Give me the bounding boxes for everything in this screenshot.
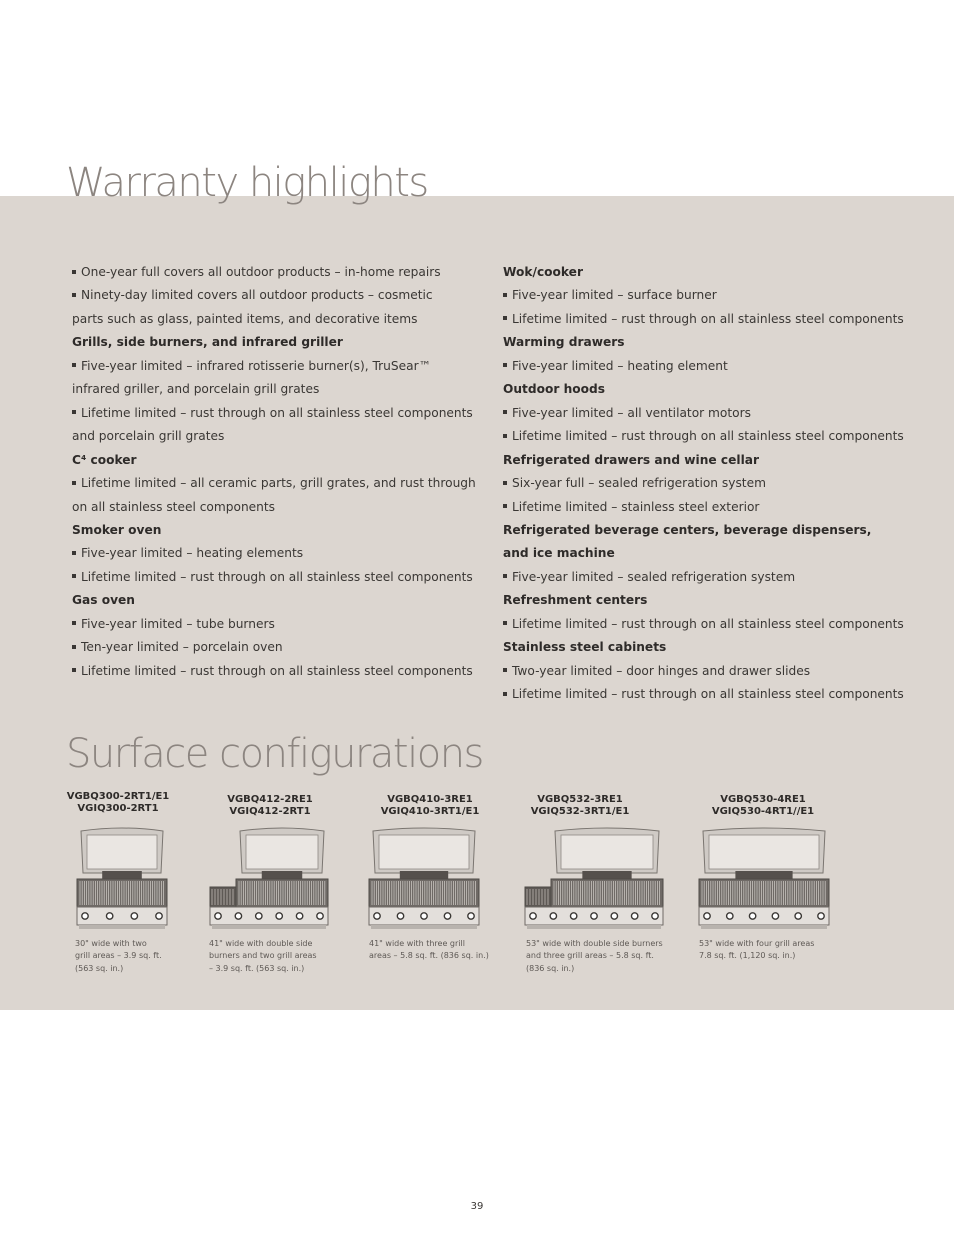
section-heading (72, 331, 472, 354)
warranty-text: and porcelain grill grates (72, 429, 225, 444)
warranty-item (72, 566, 472, 589)
warranty-text: Refrigerated drawers and wine cellar (503, 452, 759, 467)
grill-model-number: VGIQ300-2RT1 (77, 803, 159, 814)
warranty-text: C⁴ cooker (72, 452, 137, 467)
grill-illustration-icon (523, 824, 665, 934)
warranty-text: Five-year limited – heating element (512, 358, 728, 373)
warranty-text: Smoker oven (72, 522, 162, 537)
caption-line: 41" wide with three grill (369, 939, 465, 948)
warranty-text: Lifetime limited – stainless steel exterior (512, 499, 760, 514)
warranty-text: Wok/cooker (503, 265, 583, 279)
section-heading (503, 449, 903, 472)
warranty-item (72, 425, 472, 448)
warranty-text: Warming drawers (503, 335, 625, 350)
grill-model-number: VGIQ412-2RT1 (229, 806, 311, 817)
warranty-item (503, 472, 903, 495)
warranty-item (503, 566, 903, 589)
warranty-text: Gas oven (72, 593, 135, 608)
grill-model-number: VGBQ412-2RE1 (227, 794, 313, 805)
grill-caption (369, 938, 489, 963)
warranty-text: Ten-year limited – porcelain oven (81, 640, 283, 655)
bullet-icon (72, 410, 76, 414)
grill-model-number: VGBQ530-4RE1 (720, 794, 806, 805)
bullet-icon (503, 574, 507, 578)
grill-caption (699, 938, 814, 963)
grill-model-number: VGBQ410-3RE1 (387, 794, 473, 805)
warranty-text: Outdoor hoods (503, 382, 605, 397)
grill-model-number: VGIQ410-3RT1/E1 (380, 806, 480, 817)
caption-line: burners and two grill areas (209, 951, 317, 961)
bullet-icon (503, 434, 507, 438)
caption-line: (563 sq. in.) (75, 963, 124, 973)
caption-line: 30" wide with two (75, 939, 147, 948)
warranty-item (72, 613, 472, 636)
bullet-icon (503, 692, 507, 696)
warranty-text: Lifetime limited – rust through on all stainless steel components (512, 311, 904, 326)
warranty-item (72, 636, 472, 659)
warranty-text: Five-year limited – all ventilator motors (512, 405, 751, 420)
section-heading (503, 542, 903, 565)
warranty-item (503, 683, 903, 706)
warranty-item (503, 660, 903, 683)
warranty-item (503, 308, 903, 331)
warranty-highlights-title: Warranty highlights (66, 160, 428, 206)
caption-line: 53" wide with double side burners (526, 939, 663, 948)
caption-line: (836 sq. in.) (526, 963, 575, 973)
warranty-text: on all stainless steel components (72, 499, 276, 514)
warranty-text: Ninety-day limited covers all outdoor products – cosmetic (81, 288, 433, 303)
grill-model-number: VGIQ530-4RT1//E1 (711, 806, 815, 817)
warranty-item (503, 402, 903, 425)
section-heading (72, 589, 472, 612)
bullet-icon (503, 481, 507, 485)
warranty-text: Five-year limited – infrared rotisserie burner(s), TruSear™ (81, 358, 431, 373)
bullet-icon (503, 504, 507, 508)
bullet-icon (72, 574, 76, 578)
warranty-text: parts such as glass, painted items, and decorative items (72, 311, 418, 326)
warranty-item (72, 378, 472, 401)
warranty-text: Lifetime limited – rust through on all stainless steel components (81, 405, 473, 420)
caption-line: grill areas – 3.9 sq. ft. (75, 951, 162, 961)
grill-caption (209, 938, 317, 975)
grill-illustration-icon (75, 824, 169, 934)
section-heading (503, 589, 903, 612)
warranty-item (72, 355, 472, 378)
warranty-item (503, 425, 903, 448)
warranty-item (503, 496, 903, 519)
warranty-item (72, 660, 472, 683)
warranty-item (72, 261, 472, 284)
grill-illustration-icon (697, 824, 831, 934)
bullet-icon (72, 481, 76, 485)
bullet-icon (72, 551, 76, 555)
grill-model-number: VGBQ532-3RE1 (537, 794, 623, 805)
warranty-text: Lifetime limited – all ceramic parts, grill grates, and rust through (81, 476, 476, 491)
bullet-icon (503, 316, 507, 320)
surface-configurations-title: Surface configurations (66, 731, 483, 777)
warranty-text: One-year full covers all outdoor products – in-home repairs (81, 265, 441, 279)
warranty-item (72, 542, 472, 565)
warranty-text: Five-year limited – surface burner (512, 288, 717, 303)
bullet-icon (72, 363, 76, 367)
bullet-icon (72, 645, 76, 649)
warranty-text: Two-year limited – door hinges and drawer slides (512, 663, 811, 678)
caption-line: 41" wide with double side (209, 939, 313, 948)
section-heading (503, 378, 903, 401)
warranty-item (503, 284, 903, 307)
warranty-text: Six-year full – sealed refrigeration system (512, 476, 766, 491)
grill-model-number: VGBQ300-2RT1/E1 (66, 791, 170, 802)
warranty-item (72, 402, 472, 425)
warranty-text: infrared griller, and porcelain grill grates (72, 382, 320, 397)
section-heading (72, 519, 472, 542)
warranty-item (503, 613, 903, 636)
bullet-icon (503, 668, 507, 672)
grill-model-number: VGIQ532-3RT1/E1 (530, 806, 630, 817)
section-heading (503, 261, 903, 284)
warranty-text: and ice machine (503, 546, 615, 561)
warranty-text: Lifetime limited – rust through on all stainless steel components (512, 616, 904, 631)
warranty-text: Lifetime limited – rust through on all stainless steel components (81, 663, 473, 678)
grill-caption (526, 938, 663, 975)
grill-caption (75, 938, 162, 975)
warranty-item (72, 496, 472, 519)
warranty-text: Lifetime limited – rust through on all stainless steel components (81, 569, 473, 584)
warranty-list-right (503, 261, 903, 707)
warranty-list-left (72, 261, 476, 683)
section-heading (503, 636, 903, 659)
caption-line: 7.8 sq. ft. (1,120 sq. in.) (699, 951, 796, 961)
grill-illustration-icon (208, 824, 330, 934)
warranty-text: Stainless steel cabinets (503, 640, 667, 655)
page-number: 39 (470, 1201, 484, 1212)
warranty-text: Refrigerated beverage centers, beverage dispensers, (503, 522, 872, 537)
bullet-icon (72, 621, 76, 625)
caption-line: areas – 5.8 sq. ft. (836 sq. in.) (369, 951, 489, 961)
bullet-icon (72, 293, 76, 297)
warranty-item (72, 308, 472, 331)
bullet-icon (503, 293, 507, 297)
bullet-icon (72, 270, 76, 274)
bullet-icon (503, 410, 507, 414)
warranty-item (72, 284, 472, 307)
warranty-item (72, 472, 476, 495)
warranty-text: Lifetime limited – rust through on all stainless steel components (512, 687, 904, 702)
warranty-text: Five-year limited – heating elements (81, 546, 304, 561)
warranty-text: Lifetime limited – rust through on all stainless steel components (512, 429, 904, 444)
section-heading (503, 519, 903, 542)
warranty-text: Grills, side burners, and infrared griller (72, 335, 343, 350)
grill-illustration-icon (367, 824, 481, 934)
section-heading (72, 449, 472, 472)
section-heading (503, 331, 903, 354)
caption-line: and three grill areas – 5.8 sq. ft. (526, 951, 654, 961)
bullet-icon (503, 363, 507, 367)
warranty-text: Five-year limited – tube burners (81, 616, 275, 631)
bullet-icon (503, 621, 507, 625)
warranty-item (503, 355, 903, 378)
caption-line: 53" wide with four grill areas (699, 939, 815, 948)
warranty-text: Five-year limited – sealed refrigeration system (512, 569, 796, 584)
warranty-text: Refreshment centers (503, 593, 648, 608)
bullet-icon (72, 668, 76, 672)
caption-line: – 3.9 sq. ft. (563 sq. in.) (209, 963, 305, 973)
